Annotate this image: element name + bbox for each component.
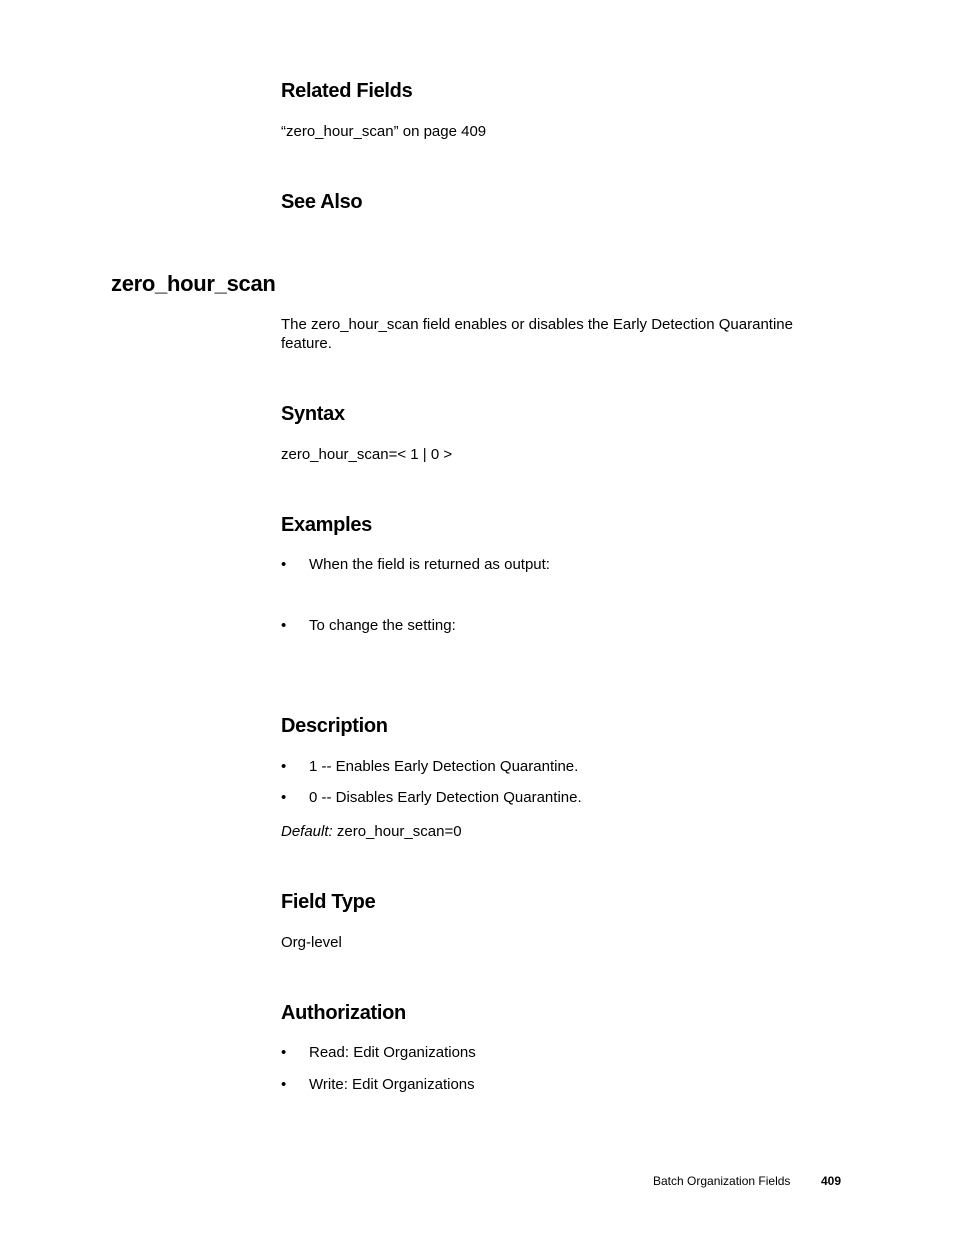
bullet-marker: •	[281, 617, 287, 634]
field-title: zero_hour_scan	[111, 271, 276, 296]
description-heading: Description	[281, 715, 388, 737]
default-value: zero_hour_scan=0	[332, 823, 462, 840]
syntax-text: zero_hour_scan=< 1 | 0 >	[281, 446, 453, 463]
list-item-text: Read: Edit Organizations	[309, 1044, 476, 1061]
related-fields-link[interactable]: “zero_hour_scan” on page 409	[281, 123, 487, 140]
bullet-marker: •	[281, 789, 287, 806]
bullet-marker: •	[281, 758, 287, 775]
see-also-heading: See Also	[281, 191, 363, 213]
list-item-text: 0 -- Disables Early Detection Quarantine.	[309, 789, 582, 806]
list-item-text: To change the setting:	[309, 617, 456, 634]
authorization-heading: Authorization	[281, 1002, 406, 1024]
list-item-text: Write: Edit Organizations	[309, 1076, 475, 1093]
field-type-heading: Field Type	[281, 891, 376, 913]
bullet-marker: •	[281, 1044, 287, 1061]
field-type-text: Org-level	[281, 934, 342, 951]
default-label: Default:	[281, 823, 333, 840]
list-item-text: When the field is returned as output:	[309, 556, 550, 573]
list-item-text: 1 -- Enables Early Detection Quarantine.	[309, 758, 579, 775]
bullet-marker: •	[281, 556, 287, 573]
bullet-marker: •	[281, 1076, 287, 1093]
field-intro: The zero_hour_scan field enables or disables the Early Detection Quarantine feature.	[281, 316, 793, 352]
related-fields-heading: Related Fields	[281, 80, 413, 102]
default-value-line	[281, 822, 826, 841]
examples-heading: Examples	[281, 514, 372, 536]
syntax-heading: Syntax	[281, 403, 345, 425]
footer-section-label: Batch Organization Fields	[653, 1174, 791, 1188]
page-number: 409	[821, 1174, 842, 1188]
